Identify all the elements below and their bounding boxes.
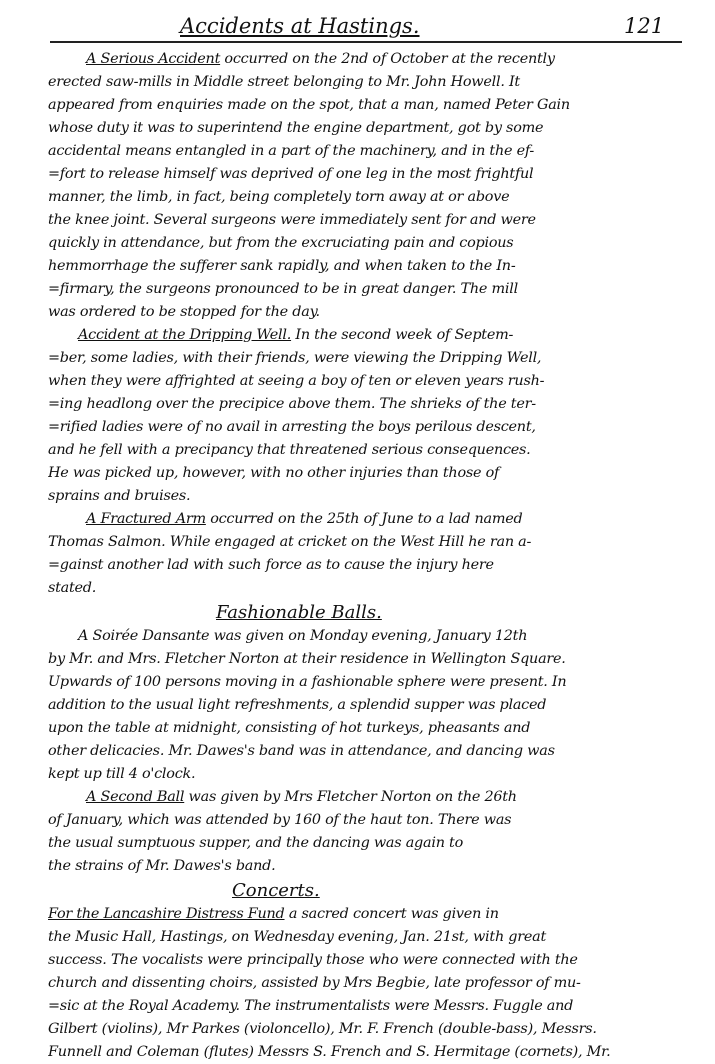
text-line: upon the table at midnight, consisting of hot turkeys, pheasants and — [48, 720, 531, 736]
text-line: Upwards of 100 persons moving in a fashionable sphere were present. In — [48, 674, 567, 690]
text-line: appeared from enquiries made on the spot, that a man, named Peter Gain — [48, 97, 570, 113]
section-fashionable-balls — [48, 600, 684, 786]
page-body — [48, 48, 684, 1064]
text-line: when they were affrighted at seeing a boy of ten or eleven years rush- — [48, 373, 545, 389]
section-fractured-arm — [48, 508, 684, 600]
text-line: He was picked up, however, with no other injuries than those of — [48, 465, 500, 481]
text-line: the Music Hall, Hastings, on Wednesday evening, Jan. 21st, with great — [48, 929, 547, 945]
text-line: =firmary, the surgeons pronounced to be in great danger. The mill — [48, 281, 518, 297]
text-line: addition to the usual light refreshments, a splendid supper was placed — [48, 697, 547, 713]
text-line: erected saw-mills in Middle street belonging to Mr. John Howell. It — [48, 74, 520, 90]
text-line: church and dissenting choirs, assisted by Mrs Begbie, late professor of mu- — [48, 975, 581, 991]
text-line: Thomas Salmon. While engaged at cricket on the West Hill he ran a- — [48, 534, 532, 550]
text-line: hemmorrhage the sufferer sank rapidly, and when taken to the In- — [48, 258, 516, 274]
paragraph-lead: A Second Ball — [86, 789, 185, 805]
paragraph-lead: Accident at the Dripping Well. — [78, 327, 292, 343]
text-line: by Mr. and Mrs. Fletcher Norton at their residence in Wellington Square. — [48, 651, 566, 667]
text-line: A Serious Accident occurred on the 2nd of October at the recently — [86, 51, 555, 67]
section-serious-accident — [48, 48, 684, 324]
text-line: A Second Ball was given by Mrs Fletcher Norton on the 26th — [86, 789, 517, 805]
text-line: and he fell with a precipancy that threatened serious consequences. — [48, 442, 531, 458]
text-line: =fort to release himself was deprived of one leg in the most frightful — [48, 166, 534, 182]
text-line: manner, the limb, in fact, being completely torn away at or above — [48, 189, 510, 205]
text-line: kept up till 4 o'clock. — [48, 766, 196, 782]
text-line: =ber, some ladies, with their friends, were viewing the Dripping Well, — [48, 350, 542, 366]
page-header — [0, 6, 715, 40]
text-line: A Fractured Arm occurred on the 25th of June to a lad named — [86, 511, 523, 527]
section-second-ball — [48, 786, 684, 878]
section-concerts — [48, 878, 684, 1064]
paragraph-lead: A Serious Accident — [86, 51, 221, 67]
page-number: 121 — [624, 14, 665, 38]
text-line: the knee joint. Several surgeons were immediately sent for and were — [48, 212, 536, 228]
paragraph-lead: A Fractured Arm — [86, 511, 206, 527]
text-line: success. The vocalists were principally those who were connected with the — [48, 952, 578, 968]
text-line: quickly in attendance, but from the excruciating pain and copious — [48, 235, 514, 251]
text-line: =sic at the Royal Academy. The instrumentalists were Messrs. Fuggle and — [48, 998, 574, 1014]
text-line: Funnell and Coleman (flutes) Messrs S. French and S. Hermitage (cornets), Mr. — [48, 1044, 611, 1060]
section-heading: Fashionable Balls. — [216, 602, 382, 623]
section-heading: Concerts. — [232, 880, 320, 901]
text-line: other delicacies. Mr. Dawes's band was in attendance, and dancing was — [48, 743, 555, 759]
text-line: the usual sumptuous supper, and the dancing was again to — [48, 835, 463, 851]
text-line: =rified ladies were of no avail in arresting the boys perilous descent, — [48, 419, 536, 435]
text-line: was ordered to be stopped for the day. — [48, 304, 320, 320]
running-title: Accidents at Hastings. — [180, 14, 420, 38]
text-line: =ing headlong over the precipice above them. The shrieks of the ter- — [48, 396, 536, 412]
text-line: For the Lancashire Distress Fund a sacred concert was given in — [48, 906, 499, 922]
section-dripping-well — [48, 324, 684, 508]
text-line: =gainst another lad with such force as to cause the injury here — [48, 557, 494, 573]
paragraph-lead: For the Lancashire Distress Fund — [48, 906, 285, 922]
text-line: the strains of Mr. Dawes's band. — [48, 858, 276, 874]
text-line: A Soirée Dansante was given on Monday evening, January 12th — [78, 628, 528, 644]
text-line: accidental means entangled in a part of the machinery, and in the ef- — [48, 143, 535, 159]
text-line: Gilbert (violins), Mr Parkes (violoncello), Mr. F. French (double-bass), Messrs. — [48, 1021, 597, 1037]
text-line: whose duty it was to superintend the engine department, got by some — [48, 120, 544, 136]
text-line: stated. — [48, 580, 97, 596]
text-line: of January, which was attended by 160 of the haut ton. There was — [48, 812, 512, 828]
header-rule — [50, 41, 682, 43]
text-line: sprains and bruises. — [48, 488, 191, 504]
text-line: Accident at the Dripping Well. In the second week of Septem- — [78, 327, 514, 343]
